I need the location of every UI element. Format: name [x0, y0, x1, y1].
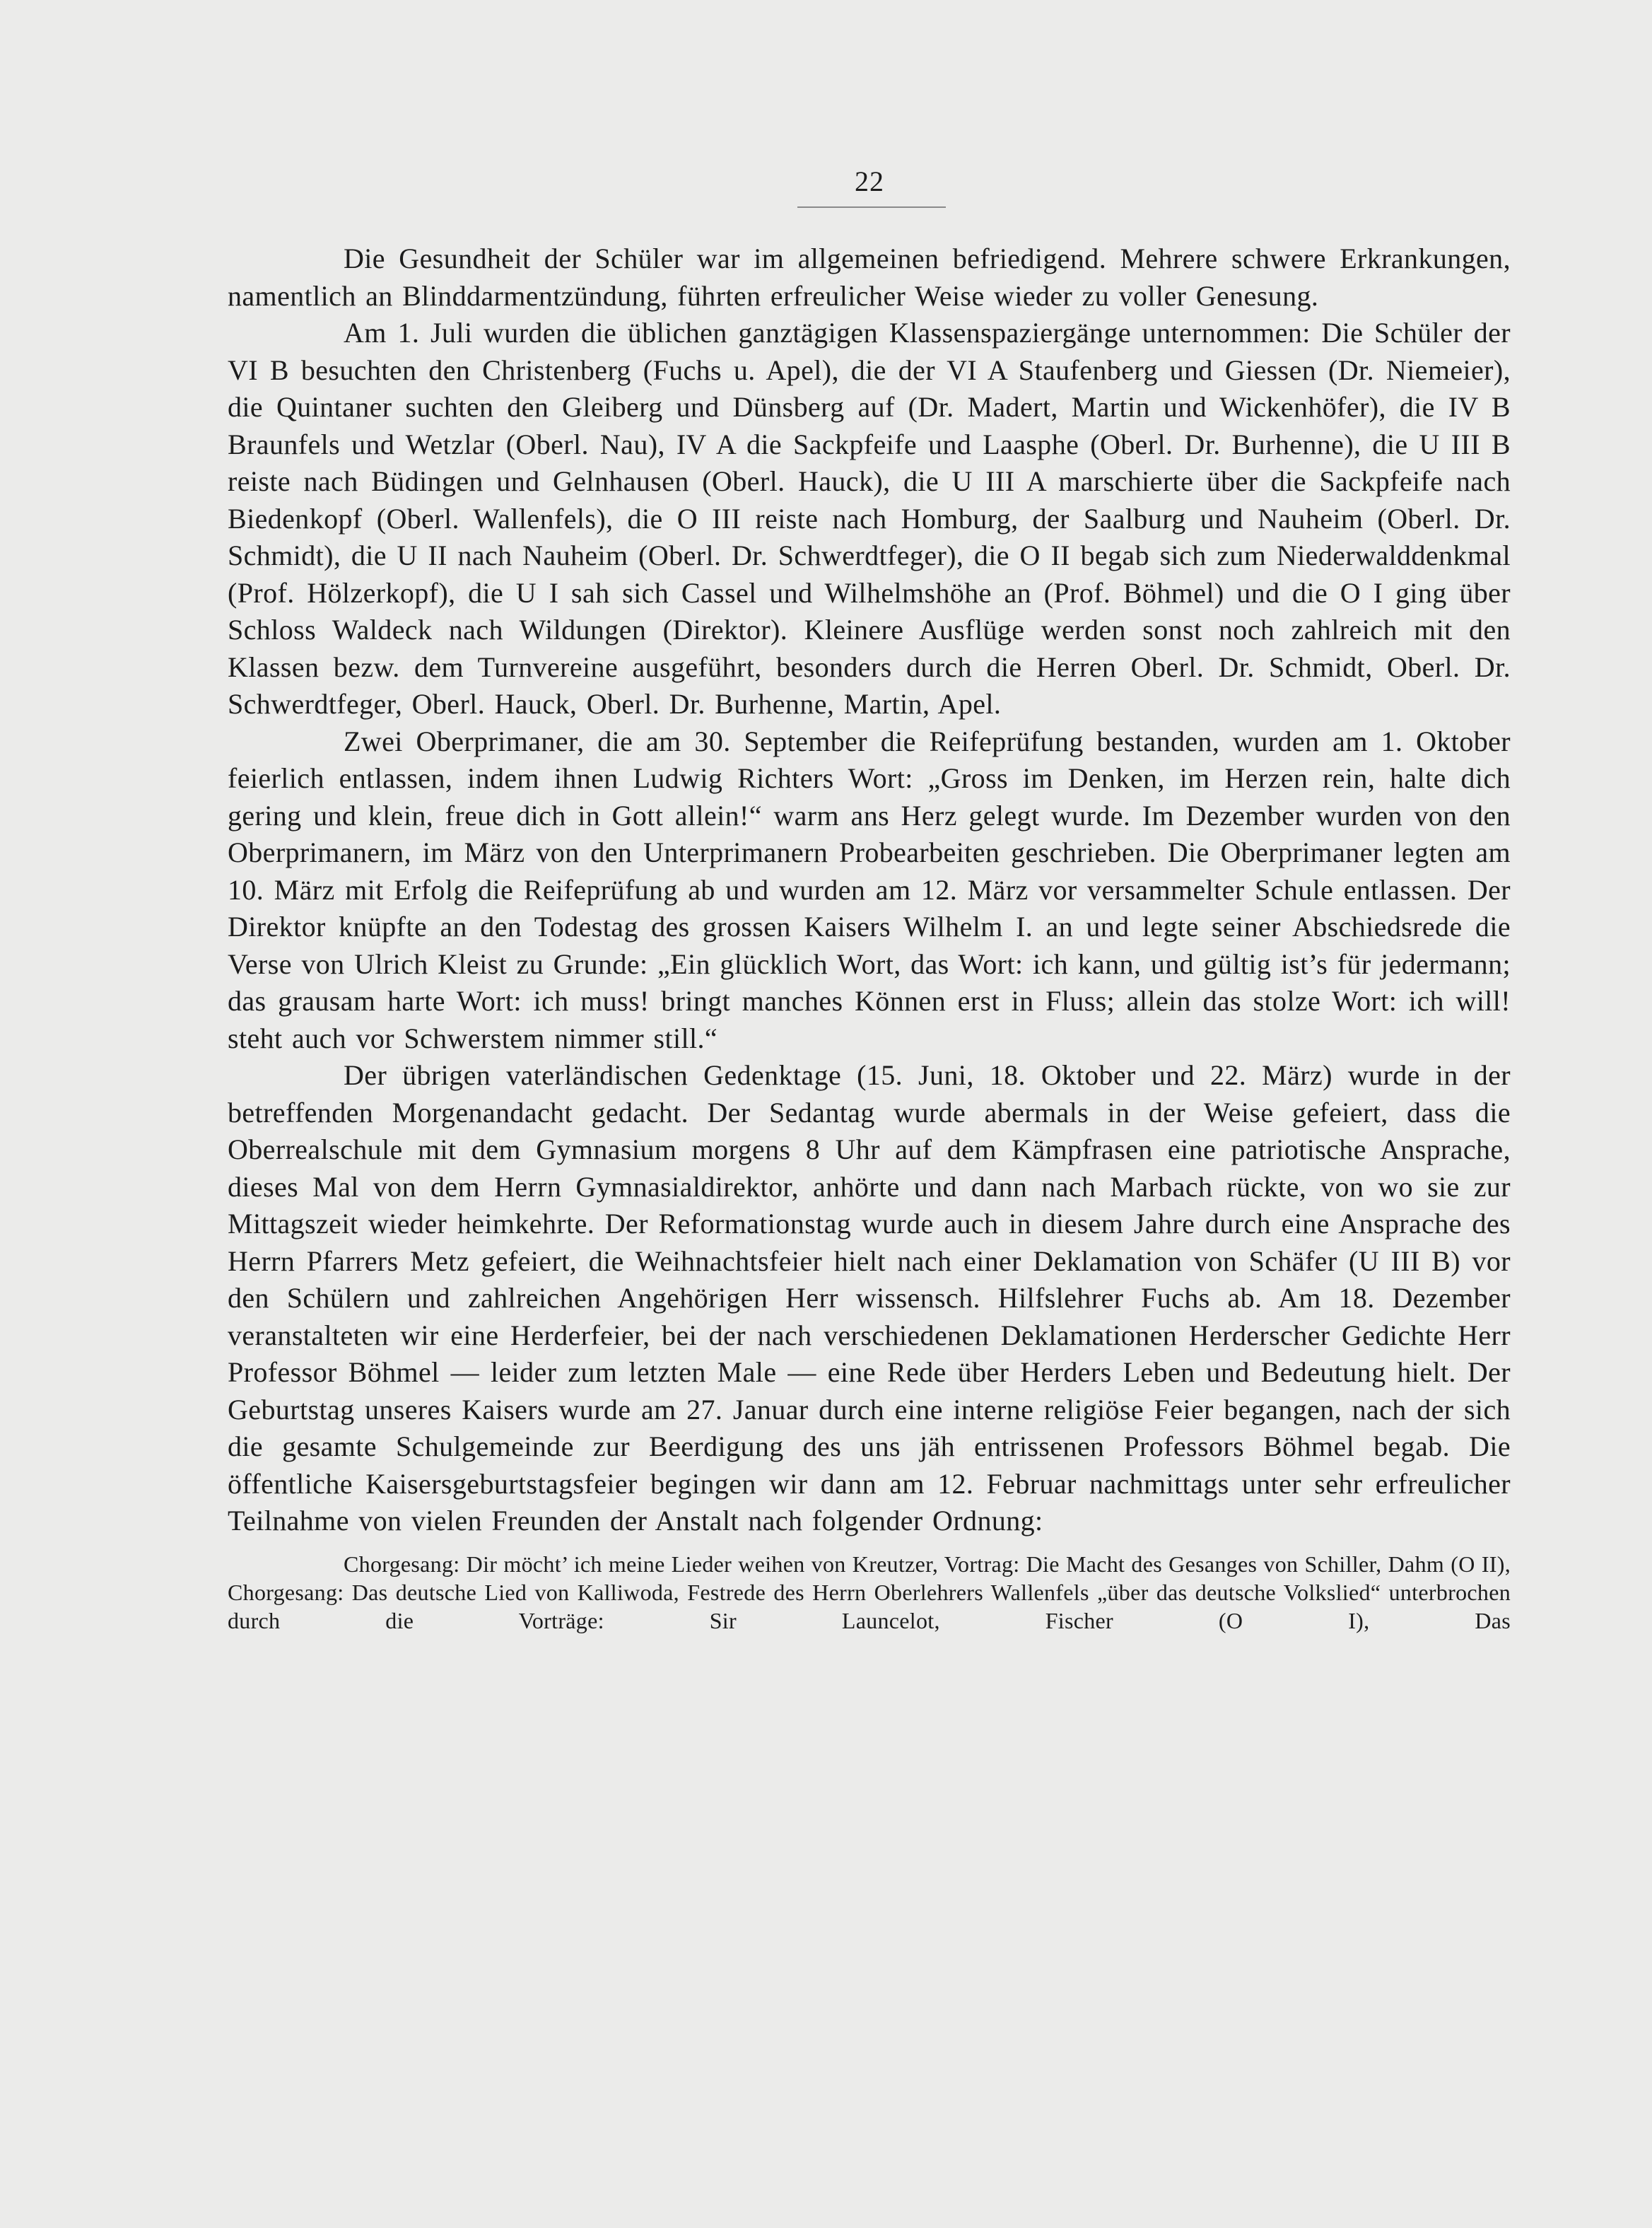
paragraph-commemorations: Der übrigen vaterländischen Gedenktage (15. Juni, 18. Oktober und 22. März) wurde in der betreffenden Morgenandacht gedacht. Der Sedantag wurde abermals in der Weise gefeiert, dass die Oberrealschule mit dem Gymnasium morgens 8 Uhr auf dem Kämpfrasen eine patriotische Ansprache, dieses Mal von dem Herrn Gymnasialdirektor, anhörte und dann nach Marbach rückte, von wo sie zur Mittagszeit wieder heimkehrte. Der Reformationstag wurde auch in diesem Jahre durch eine Ansprache des Herrn Pfarrers Metz gefeiert, die Weihnachtsfeier hielt nach einer Deklamation von Schäfer (U III B) vor den Schülern und zahlreichen Angehörigen Herr wissensch. Hilfslehrer Fuchs ab. Am 18. Dezember veranstalteten wir eine Herderfeier, bei der nach verschiedenen Deklamationen Herderscher Gedichte Herr Professor Böhmel — leider zum letzten Male — eine Rede über Herders Leben und Bedeutung hielt. Der Geburtstag unseres Kaisers wurde am 27. Januar durch eine interne religiöse Feier begangen, nach der sich die gesamte Schulgemeinde zur Beerdigung des uns jäh entrissenen Professors Böhmel begab. Die öffentliche Kaisersgeburtstagsfeier begingen wir dann am 12. Februar nachmittags unter sehr erfreulicher Teilnahme von vielen Freunden der Anstalt nach folgender Ordnung:	[228, 1059, 1511, 1536]
page-number: 22	[855, 165, 884, 197]
body-text	[228, 240, 1511, 1635]
page-number-rule	[797, 206, 946, 208]
paragraph-graduation: Zwei Oberprimaner, die am 30. September die Reifeprüfung bestanden, wurden am 1. Oktober feierlich entlassen, indem ihnen Ludwig Richters Wort: „Gross im Denken, im Herzen rein, halte dich gering und klein, freue dich in Gott allein!“ warm ans Herz gelegt wurde. Im Dezember wurden von den Oberprimanern, im März von den Unterprimanern Probearbeiten geschrieben. Die Oberprimaner legten am 10. März mit Erfolg die Reifeprüfung ab und wurden am 12. März vor versammelter Schule entlassen. Der Direktor knüpfte an den Todestag des grossen Kaisers Wilhelm I. an und legte seiner Abschiedsrede die Verse von Ulrich Kleist zu Grunde: „Ein glücklich Wort, das Wort: ich kann, und gültig ist’s für jedermann; das grausam harte Wort: ich muss! bringt manches Können erst in Fluss; allein das stolze Wort: ich will! steht auch vor Schwerstem nimmer still.“	[228, 725, 1511, 1054]
paragraph-health: Die Gesundheit der Schüler war im allgemeinen befriedigend. Mehrere schwere Erkrankungen, namentlich an Blinddarmentzündung, führten erfreulicher Weise wieder zu voller Genesung.	[228, 243, 1511, 312]
paragraph-excursions: Am 1. Juli wurden die üblichen ganztägigen Klassenspaziergänge unternommen: Die Schüler der VI B besuchten den Christenberg (Fuchs u. Apel), die der VI A Staufenberg und Giessen (Dr. Niemeier), die Quintaner suchten den Gleiberg und Dünsberg auf (Dr. Madert, Martin und Wickenhöfer), die IV B Braunfels und Wetzlar (Oberl. Nau), IV A die Sackpfeife und Laasphe (Oberl. Dr. Burhenne), die U III B reiste nach Büdingen und Gelnhausen (Oberl. Hauck), die U III A marschierte über die Sackpfeife nach Biedenkopf (Oberl. Wallenfels), die O III reiste nach Homburg, der Saalburg und Nauheim (Oberl. Dr. Schmidt), die U II nach Nauheim (Oberl. Dr. Schwerdtfeger), die O II begab sich zum Niederwalddenkmal (Prof. Hölzerkopf), die U I sah sich Cassel und Wilhelmshöhe an (Prof. Böhmel) und die O I ging über Schloss Waldeck nach Wildungen (Direktor). Kleinere Ausflüge werden sonst noch zahlreich mit den Klassen bezw. dem Turnvereine ausgeführt, besonders durch die Herren Oberl. Dr. Schmidt, Oberl. Dr. Schwerdtfeger, Oberl. Hauck, Oberl. Dr. Burhenne, Martin, Apel.	[228, 317, 1511, 720]
program-text: Chorgesang: Dir möcht’ ich meine Lieder weihen von Kreutzer, Vortrag: Die Macht des Gesanges von Schiller, Dahm (O II), Chorgesang: Das deutsche Lied von Kalliwoda, Festrede des Herrn Oberlehrers Wallenfels „über das deutsche Volkslied“ unterbrochen durch die Vorträge: Sir Launcelot, Fischer (O I), Das	[228, 1551, 1511, 1633]
